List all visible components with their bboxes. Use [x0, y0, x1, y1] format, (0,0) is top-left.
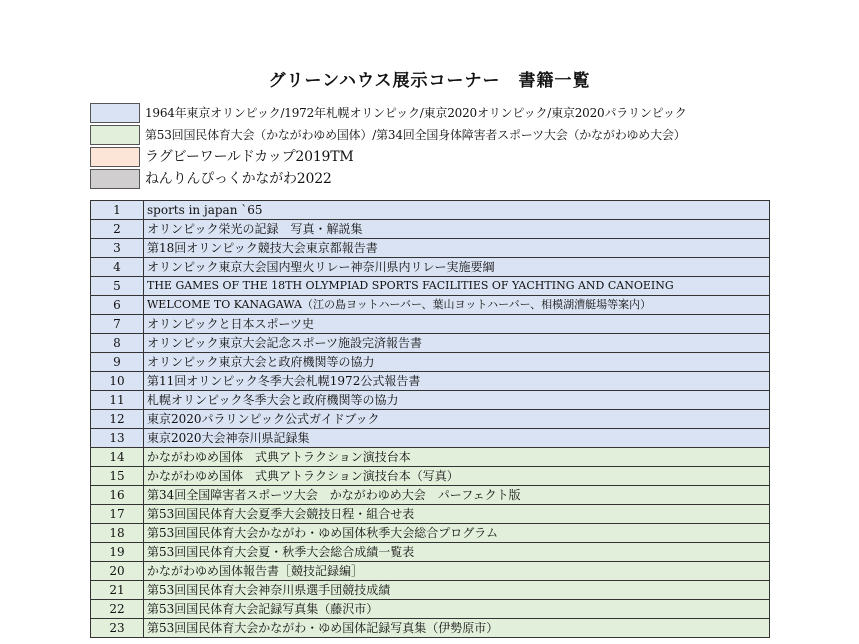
- book-number: 5: [91, 277, 144, 296]
- legend-swatch-rugby: [90, 147, 140, 167]
- table-row: [91, 372, 770, 391]
- table-row: [91, 239, 770, 258]
- book-title: 札幌オリンピック冬季大会と政府機関等の協力: [144, 391, 770, 410]
- table-row: [91, 391, 770, 410]
- table-row: [91, 467, 770, 486]
- table-row: [91, 220, 770, 239]
- table-row: [91, 619, 770, 638]
- book-title: sports in japan `65: [144, 201, 770, 220]
- table-row: [91, 258, 770, 277]
- book-number: 17: [91, 505, 144, 524]
- book-title: オリンピック東京大会国内聖火リレー神奈川県内リレー実施要綱: [144, 258, 770, 277]
- table-row: [91, 581, 770, 600]
- book-title: かながわゆめ国体 式典アトラクション演技台本（写真）: [144, 467, 770, 486]
- book-title: オリンピックと日本スポーツ史: [144, 315, 770, 334]
- book-number: 19: [91, 543, 144, 562]
- book-number: 3: [91, 239, 144, 258]
- book-number: 2: [91, 220, 144, 239]
- book-number: 21: [91, 581, 144, 600]
- book-number: 13: [91, 429, 144, 448]
- book-number: 22: [91, 600, 144, 619]
- table-row: [91, 334, 770, 353]
- book-number: 4: [91, 258, 144, 277]
- legend-label-nenrinpic: ねんりんぴっくかながわ2022: [145, 171, 332, 187]
- book-title: 第34回全国障害者スポーツ大会 かながわゆめ大会 パーフェクト版: [144, 486, 770, 505]
- book-number: 6: [91, 296, 144, 315]
- book-title: 東京2020大会神奈川県記録集: [144, 429, 770, 448]
- book-number: 11: [91, 391, 144, 410]
- table-row: [91, 353, 770, 372]
- table-row: [91, 486, 770, 505]
- page-title: グリーンハウス展示コーナー 書籍一覧: [268, 71, 591, 91]
- legend-swatch-nenrinpic: [90, 169, 140, 189]
- book-number: 12: [91, 410, 144, 429]
- table-row: [91, 410, 770, 429]
- book-number: 1: [91, 201, 144, 220]
- book-number: 7: [91, 315, 144, 334]
- book-title: 第53回国民体育大会神奈川県選手団競技成績: [144, 581, 770, 600]
- book-title: 第18回オリンピック競技大会東京都報告書: [144, 239, 770, 258]
- book-title: オリンピック栄光の記録 写真・解説集: [144, 220, 770, 239]
- legend-label-rugby: ラグビーワールドカップ2019TM: [145, 149, 354, 165]
- legend-swatch-kokutai: [90, 125, 140, 145]
- legend-label-kokutai: 第53回国民体育大会（かながわゆめ国体）/第34回全国身体障害者スポーツ大会（かながわゆめ大会）: [145, 128, 686, 142]
- book-title: WELCOME TO KANAGAWA（江の島ヨットハーバー、葉山ヨットハーバー、相模湖漕艇場等案内）: [144, 296, 770, 315]
- book-title: かながわゆめ国体報告書［競技記録編］: [144, 562, 770, 581]
- table-row: [91, 201, 770, 220]
- book-title: 第53回国民体育大会夏・秋季大会総合成績一覧表: [144, 543, 770, 562]
- table-row: [91, 315, 770, 334]
- table-row: [91, 600, 770, 619]
- book-title: オリンピック東京大会記念スポーツ施設完済報告書: [144, 334, 770, 353]
- book-number: 14: [91, 448, 144, 467]
- book-title: 第53回国民体育大会かながわ・ゆめ国体記録写真集（伊勢原市）: [144, 619, 770, 638]
- book-number: 16: [91, 486, 144, 505]
- book-number: 15: [91, 467, 144, 486]
- book-title: 第11回オリンピック冬季大会札幌1972公式報告書: [144, 372, 770, 391]
- book-number: 8: [91, 334, 144, 353]
- table-row: [91, 277, 770, 296]
- table-row: [91, 562, 770, 581]
- legend-label-olympics: 1964年東京オリンピック/1972年札幌オリンピック/東京2020オリンピック/東京2020パラリンピック: [145, 106, 687, 120]
- table-row: [91, 524, 770, 543]
- book-title: 第53回国民体育大会かながわ・ゆめ国体秋季大会総合プログラム: [144, 524, 770, 543]
- table-row: [91, 543, 770, 562]
- table-row: [91, 505, 770, 524]
- book-title: 第53回国民体育大会記録写真集（藤沢市）: [144, 600, 770, 619]
- book-title: 第53回国民体育大会夏季大会競技日程・組合せ表: [144, 505, 770, 524]
- book-title: THE GAMES OF THE 18TH OLYMPIAD SPORTS FACILITIES OF YACHTING AND CANOEING: [144, 277, 770, 296]
- book-title: かながわゆめ国体 式典アトラクション演技台本: [144, 448, 770, 467]
- book-title: オリンピック東京大会と政府機関等の協力: [144, 353, 770, 372]
- book-number: 20: [91, 562, 144, 581]
- book-number: 18: [91, 524, 144, 543]
- book-list-table: [90, 200, 770, 638]
- table-row: [91, 429, 770, 448]
- book-number: 9: [91, 353, 144, 372]
- table-row: [91, 448, 770, 467]
- legend-swatch-olympics: [90, 103, 140, 123]
- book-number: 10: [91, 372, 144, 391]
- table-row: [91, 296, 770, 315]
- book-title: 東京2020パラリンピック公式ガイドブック: [144, 410, 770, 429]
- book-number: 23: [91, 619, 144, 638]
